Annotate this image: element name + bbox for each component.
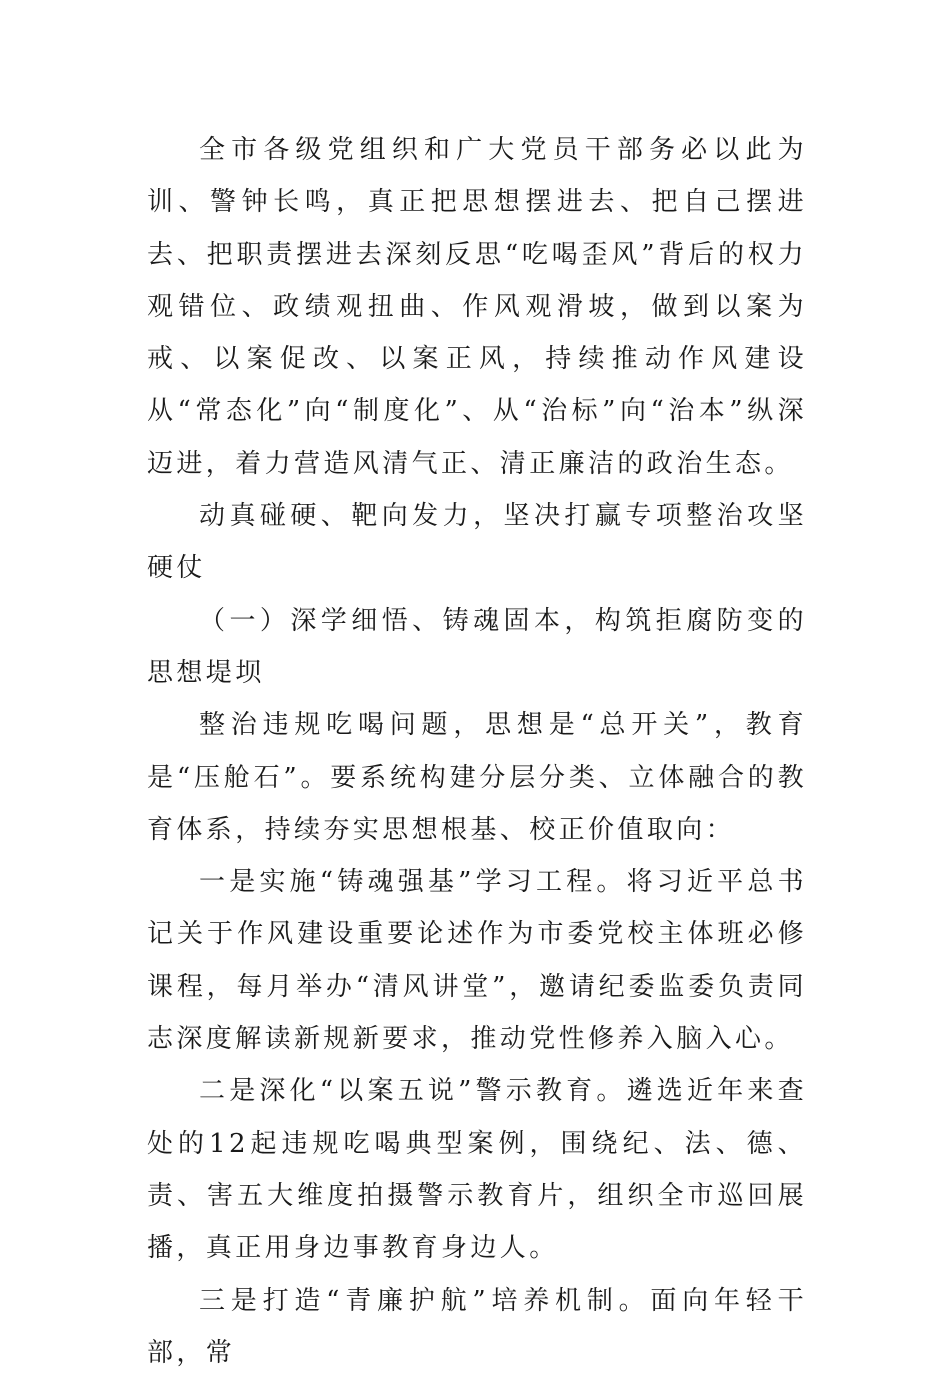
subsection-heading-1: （一）深学细悟、铸魂固本，构筑拒腐防变的思想堤坝 <box>147 605 807 688</box>
document-body <box>147 124 807 1379</box>
paragraph-intro: 全市各级党组织和广大党员干部务必以此为训、警钟长鸣，真正把思想摆进去、把自己摆进去、把职责摆进去深刻反思“吃喝歪风”背后的权力观错位、政绩观扭曲、作风观滑坡，做到以案为戒、以案促改、以案正风，持续推动作风建设从“常态化”向“制度化”、从“治标”向“治本”纵深迈进，着力营造风清气正、清正廉洁的政治生态。 <box>147 135 807 479</box>
paragraph-item-1: 一是实施“铸魂强基”学习工程。将习近平总书记关于作风建设重要论述作为市委党校主体班必修课程，每月举办“清风讲堂”，邀请纪委监委负责同志深度解读新规新要求，推动党性修养入脑入心。 <box>147 867 807 1055</box>
paragraph-item-3: 三是打造“青廉护航”培养机制。面向年轻干部，常 <box>147 1285 807 1368</box>
paragraph-item-2: 二是深化“以案五说”警示教育。遴选近年来查处的12起违规吃喝典型案例，围绕纪、法、德、责、害五大维度拍摄警示教育片，组织全市巡回展播，真正用身边事教育身边人。 <box>147 1076 807 1264</box>
section-heading: 动真碰硬、靶向发力，坚决打赢专项整治攻坚硬仗 <box>147 501 807 584</box>
paragraph-thought: 整治违规吃喝问题，思想是“总开关”，教育是“压舱石”。要系统构建分层分类、立体融合的教育体系，持续夯实思想根基、校正价值取向： <box>147 710 807 845</box>
